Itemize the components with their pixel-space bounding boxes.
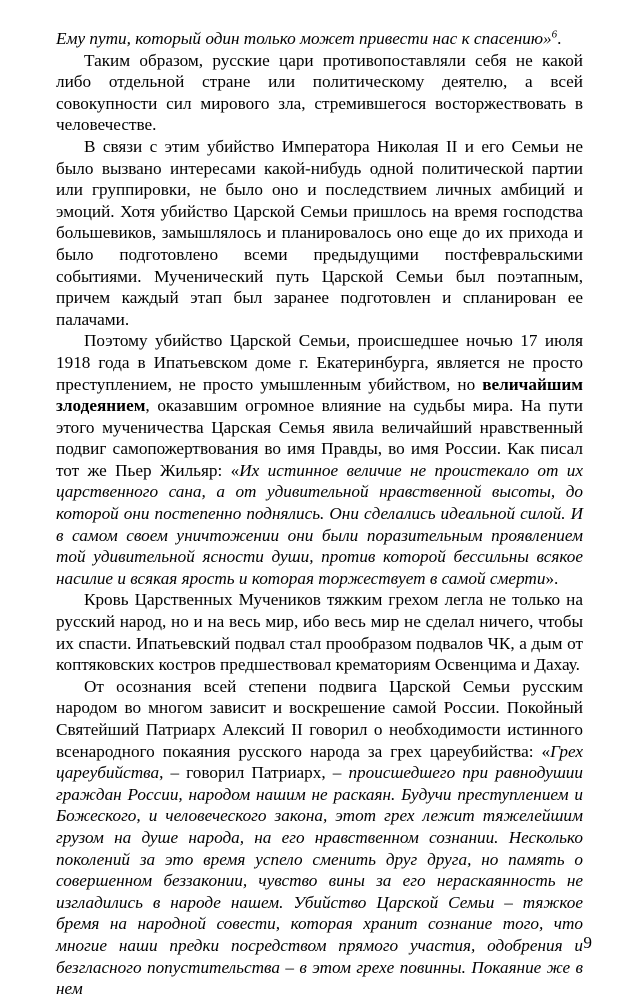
paragraph-5 — [56, 676, 583, 1000]
patriarch-quote-body: происшедшего при равнодушии граждан России, народом нашим не раскаян. Будучи преступлением и Божеского, и человеческого закона, этот грех лежит тяжелейшим грузом на душе народа, на его нравственном сознании. Несколько поколений за это время успело сменить друг друга, но память о совершенном беззаконии, чувство вины за его нераскаянность не изгладились в народе нашем. Убийство Царской Семьи – тяжкое бремя на народной совести, которая хранит сознание того, что многие наши предки посредством прямого участия, одобрения и безгласного попустительства – в этом грехе повинны. Покаяние же в нем — [56, 763, 583, 999]
paragraph-4-text: Кровь Царственных Мучеников тяжким грехом легла не только на русский народ, но и на весь мир, ибо весь мир не сделал ничего, чтобы их спасти. Ипатьевский подвал стал прообразом подвалов ЧК, а дым от коптяковских костров предшествовал крематориям Освенцима и Дахау. — [56, 590, 583, 675]
emphasis-greatest-villainy: величайшим злодеянием — [56, 374, 583, 416]
gilliard-quote: Их истинное величие не проистекало от их царственного сана, а от удивительной нравственной высоты, до которой они постепенно поднялись. Они сделались идеальной силой. И в самом своем уничтожении они были поразительным проявлением той удивительной ясности души, против которой бессильны всякое насилие и всякая ярость и которая торжествует в самой смерти — [56, 460, 583, 588]
paragraph-3-close: ». — [545, 568, 559, 588]
paragraph-3-mid: , оказавшим огромное влияние на судьбы мира. На пути этого мученичества Царская Семья явила величайший нравственный подвиг самопожертвования во имя Правды, во имя России. Как писал тот же Пьер Жильяр: « — [56, 396, 583, 480]
paragraph-5-lead: От осознания всей степени подвига Царской Семьи русским народом во многом зависит и воскрешение самой России. Покойный Святейший Патриарх Алексий II говорил о необходимости истинного всенародного покаяния русского народа за грех цареубийства: « — [56, 676, 583, 761]
paragraph-2 — [56, 136, 583, 330]
paragraph-1-text: Таким образом, русские цари противопоставляли себя не какой либо отдельной стране или политическому деятелю, а всей совокупности сил мирового зла, стремившегося восторжествовать в человечестве. — [56, 50, 583, 135]
quote-terminal-period: . — [557, 29, 562, 48]
paragraph-2-text: В связи с этим убийство Императора Николая II и его Семьи не было вызвано интересами какой-нибудь одной политической партии или группировки, не было оно и последствием личных амбиций и эмоций. Хотя убийство Царской Семьи пришлось на время господства большевиков, замышлялось и планировалось оно еще до их прихода и было подготовлено всеми предыдущими постфевральскими событиями. Мученический путь Царской Семьи был поэтапным, причем каждый этап был заранее подготовлен и спланирован ее палачами. — [56, 136, 583, 329]
paragraph-1 — [56, 50, 583, 136]
quote-text: Ему пути, который один только может привести нас к спасению» — [56, 29, 552, 48]
text-column — [56, 28, 583, 1000]
paragraph-continuation-quote — [56, 28, 583, 50]
paragraph-3 — [56, 330, 583, 589]
patriarch-attribution: , – говорил Патриарх, – — [159, 763, 349, 783]
paragraph-4 — [56, 589, 583, 675]
patriarch-quote-opening: Грех цареубийства — [56, 741, 583, 783]
page-number: 9 — [583, 933, 592, 952]
footnote-marker: 6 — [551, 28, 558, 41]
paragraph-3-lead: Поэтому убийство Царской Семьи, происшедшее ночью 17 июля 1918 года в Ипатьевском доме г. Екатеринбурга, является не просто преступлением, не просто умышленным убийством, но — [56, 331, 583, 394]
